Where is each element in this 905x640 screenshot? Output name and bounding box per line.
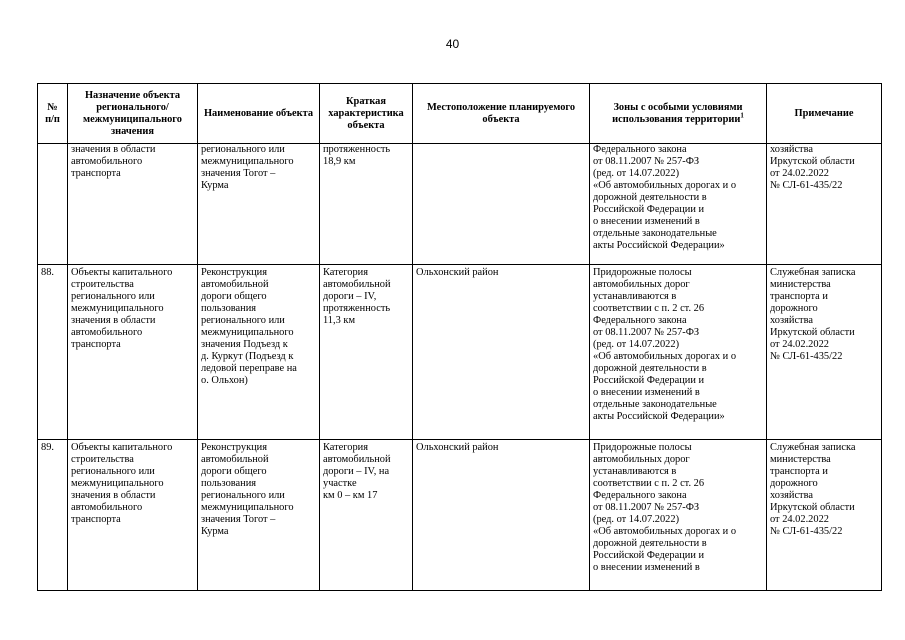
- header-number: № п/п: [38, 84, 68, 144]
- table-row: [38, 440, 882, 591]
- cell-note: хозяйства Иркутской области от 24.02.2022 № СЛ-61-435/22: [767, 144, 882, 265]
- header-characteristic: Краткая характеристика объекта: [320, 84, 413, 144]
- cell-characteristic: Категория автомобильной дороги – IV, на участке км 0 – км 17: [320, 440, 413, 591]
- header-purpose: Назначение объекта регионального/ межмуниципального значения: [68, 84, 198, 144]
- header-name: Наименование объекта: [198, 84, 320, 144]
- header-location: Местоположение планируемого объекта: [413, 84, 590, 144]
- cell-zones: Придорожные полосы автомобильных дорог устанавливаются в соответствии с п. 2 ст. 26 Федерального закона от 08.11.2007 № 257-ФЗ (ред. от 14.07.2022) «Об автомобильных дорогах и о дорожной деятельности в Российской Федерации и о внесении изменений в отдельные законодательные акты Российской Федерации»: [590, 265, 767, 440]
- footnote-marker: 1: [740, 111, 744, 120]
- cell-zones: Придорожные полосы автомобильных дорог устанавливаются в соответствии с п. 2 ст. 26 Федерального закона от 08.11.2007 № 257-ФЗ (ред. от 14.07.2022) «Об автомобильных дорогах и о дорожной деятельности в Российской Федерации и о внесении изменений в: [590, 440, 767, 591]
- cell-purpose: Объекты капитального строительства регионального или межмуниципального значения в области автомобильного транспорта: [68, 265, 198, 440]
- cell-name: регионального или межмуниципального значения Тогот – Курма: [198, 144, 320, 265]
- table-row: [38, 265, 882, 440]
- cell-number: 89.: [38, 440, 68, 591]
- cell-number: 88.: [38, 265, 68, 440]
- cell-purpose: значения в области автомобильного транспорта: [68, 144, 198, 265]
- table-row: [38, 144, 882, 265]
- cell-zones: Федерального закона от 08.11.2007 № 257-ФЗ (ред. от 14.07.2022) «Об автомобильных дорогах и о дорожной деятельности в Российской Федерации и о внесении изменений в отдельные законодательные акты Российской Федерации»: [590, 144, 767, 265]
- cell-location: Ольхонский район: [413, 440, 590, 591]
- cell-name: Реконструкция автомобильной дороги общего пользования регионального или межмуниципального значения Тогот – Курма: [198, 440, 320, 591]
- cell-location: Ольхонский район: [413, 265, 590, 440]
- cell-note: Служебная записка министерства транспорта и дорожного хозяйства Иркутской области от 24.02.2022 № СЛ-61-435/22: [767, 440, 882, 591]
- header-note: Примечание: [767, 84, 882, 144]
- planned-objects-table: [37, 83, 882, 591]
- cell-number: [38, 144, 68, 265]
- header-zones: Зоны с особыми условиями использования территории$^1$: [590, 84, 767, 144]
- cell-name: Реконструкция автомобильной дороги общего пользования регионального или межмуниципального значения Подъезд к д. Куркут (Подъезд к ледовой переправе на о. Ольхон): [198, 265, 320, 440]
- cell-note: Служебная записка министерства транспорта и дорожного хозяйства Иркутской области от 24.02.2022 № СЛ-61-435/22: [767, 265, 882, 440]
- table-header-row: [38, 84, 882, 144]
- cell-characteristic: протяженность 18,9 км: [320, 144, 413, 265]
- cell-purpose: Объекты капитального строительства регионального или межмуниципального значения в области автомобильного транспорта: [68, 440, 198, 591]
- cell-characteristic: Категория автомобильной дороги – IV, протяженность 11,3 км: [320, 265, 413, 440]
- cell-location: [413, 144, 590, 265]
- page-number: 40: [445, 37, 460, 51]
